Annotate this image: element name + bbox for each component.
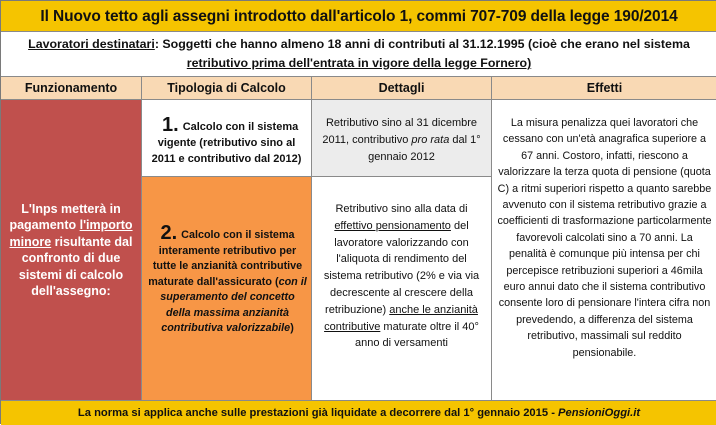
- recipients-text-1: : Soggetti che hanno almeno 18 anni di contributi al 31.12.1995 (cioè che erano nel sistema: [154, 37, 690, 51]
- recipients-banner: [1, 32, 716, 77]
- funzionamento-part2: risultante dal confronto di due sistemi di calcolo dell'assegno:: [18, 234, 133, 298]
- det1-part2: dal 1° gennaio 2012: [368, 134, 481, 163]
- header-effetti: Effetti: [492, 77, 716, 100]
- footer-note: [1, 400, 716, 425]
- recipients-text-2: retributivo prima dell'entrata in vigore della legge Fornero): [186, 56, 532, 70]
- calc1-line2: vigente (retributivo sino al: [157, 137, 296, 149]
- det2-underlined1: effettivo pensionamento: [334, 219, 451, 232]
- funzionamento-underlined: l'importo minore: [9, 218, 133, 249]
- calc-retributivo-cell: [142, 177, 312, 400]
- header-funzionamento: Funzionamento: [1, 77, 142, 100]
- det2-part2: del lavoratore valorizzando con l'aliquota di rendimento del sistema retributivo (2% e via via decrescente al crescere della retribuzione): [323, 219, 480, 316]
- dettagli-retributivo-cell: [312, 177, 492, 400]
- page-title: Il Nuovo tetto agli assegni introdotto dall'articolo 1, commi 707-709 della legge 190/2014: [1, 1, 716, 32]
- dettagli-vigente-cell: [312, 100, 492, 177]
- det2-underlined2: anche le anzianità contributive: [324, 303, 478, 333]
- calc1-number: 1.: [162, 114, 179, 136]
- footer-text: La norma si applica anche sulle prestazioni già liquidate a decorrere dal 1° gennaio 2015 -: [77, 407, 559, 419]
- calc1-line3: 2011 e contributivo dal 2012): [151, 153, 302, 165]
- calc2-text1: Calcolo con il sistema interamente retributivo per tutte le anzianità contributive maturate dall'assicurato (: [148, 229, 303, 288]
- det2-part3: maturate oltre il 40° anno di versamenti: [355, 320, 479, 350]
- recipients-label: Lavoratori destinatari: [28, 37, 155, 51]
- det1-part1: Retributivo sino al 31 dicembre 2011, contributivo: [322, 117, 478, 146]
- funzionamento-cell: [1, 100, 142, 400]
- calc1-line1: Calcolo con il sistema: [182, 121, 299, 133]
- det2-part1: Retributivo sino alla data di: [335, 203, 468, 215]
- calc2-italic: con il superamento del concetto della massima anzianità contributiva valorizzabile: [160, 275, 307, 334]
- calc2-number: 2.: [160, 222, 178, 244]
- footer-brand: PensioniOggi.it: [558, 407, 641, 419]
- header-dettagli: Dettagli: [312, 77, 492, 100]
- funzionamento-part1: L'Inps metterà in pagamento: [9, 201, 121, 232]
- det1-italic: pro rata: [411, 134, 450, 146]
- header-tipologia: Tipologia di Calcolo: [142, 77, 312, 100]
- calc2-text2: ): [290, 322, 294, 334]
- calc-vigente-cell: [142, 100, 312, 177]
- effetti-cell: La misura penalizza quei lavoratori che cessano con un'età anagrafica superiore a 67 anni. Costoro, infatti, riescono a valorizzare la terza quota di pensione (quota C) a ritmi superiori rispetto a quanto sarebbe avvenuto con il sistema retributivo grazie a coefficienti di trasformazione particolarmente favorevoli calcolati sino a 70 anni. La penalità è comunque più intensa per chi percepisce retribuzioni superiori a 46mila euro annui dato che il sistema contributivo consente loro di pensionare l'intera cifra non prevedendo, a differenza del sistema retributivo, massimali sul reddito pensionabile.: [492, 100, 716, 400]
